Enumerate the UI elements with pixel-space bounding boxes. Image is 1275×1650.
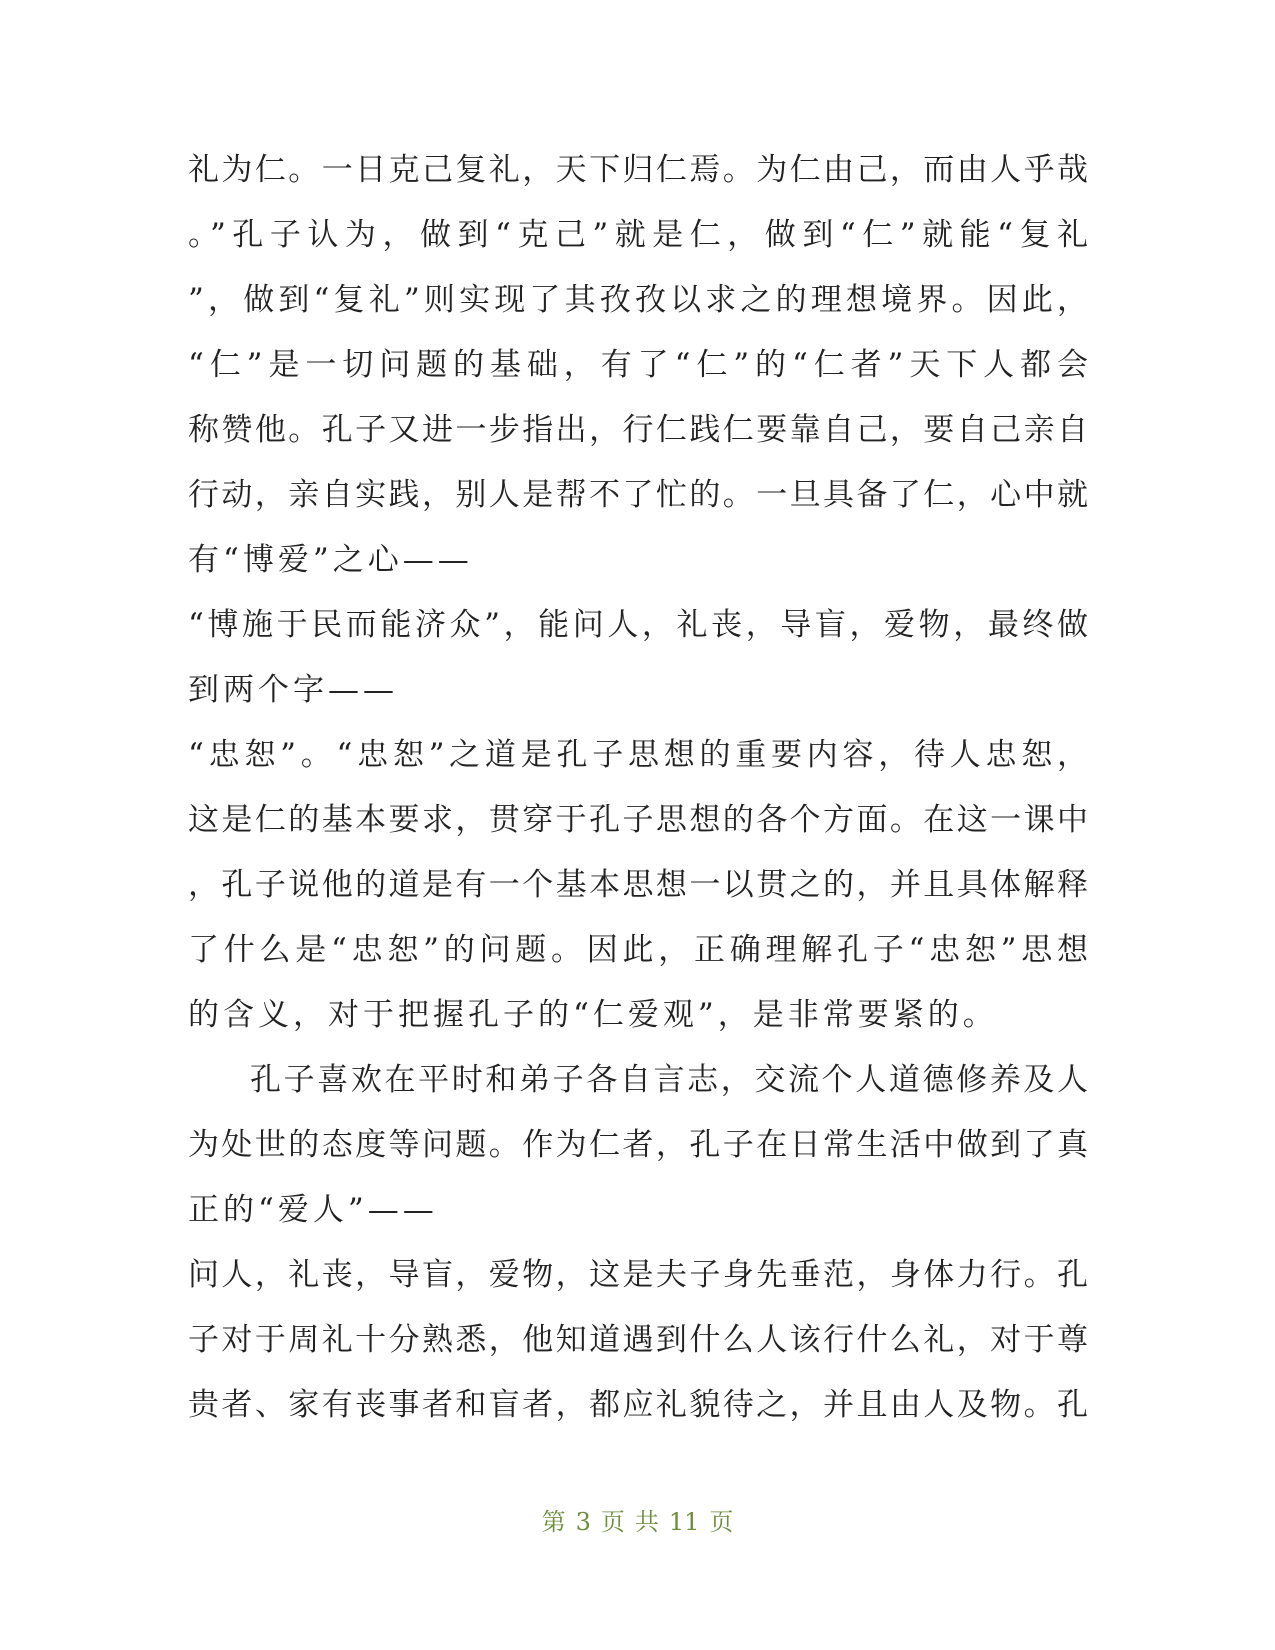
text-line: 有“博爱”之心—— [188, 542, 473, 578]
current-page-number: 3 [575, 1508, 591, 1536]
text-line: 问人，礼丧，导盲，爱物，这是夫子身先垂范，身体力行。孔 [188, 1257, 1088, 1293]
text-line: 礼为仁。一日克己复礼，天下归仁焉。为仁由己，而由人乎哉 [188, 152, 1088, 188]
text-line: 到两个字—— [188, 672, 398, 708]
text-line: ”，做到“复礼”则实现了其孜孜以求之的理想境界。因此， [188, 282, 1088, 318]
footer-prefix: 第 [541, 1508, 566, 1536]
text-line: 子对于周礼十分熟悉，他知道遇到什么人该行什么礼，对于尊 [188, 1322, 1088, 1358]
body-text [188, 138, 1088, 1438]
text-line: 行动，亲自实践，别人是帮不了忙的。一旦具备了仁，心中就 [188, 477, 1088, 513]
footer-page-label: 页 [600, 1508, 625, 1536]
text-line: “仁”是一切问题的基础，有了“仁”的“仁者”天下人都会 [188, 347, 1088, 383]
text-line: 这是仁的基本要求，贯穿于孔子思想的各个方面。在这一课中 [188, 802, 1088, 838]
text-line: “忠恕”。“忠恕”之道是孔子思想的重要内容，待人忠恕， [188, 737, 1088, 773]
text-line: ，孔子说他的道是有一个基本思想一以贯之的，并且具体解释 [188, 867, 1088, 903]
text-line: 。”孔子认为，做到“克己”就是仁，做到“仁”就能“复礼 [188, 217, 1088, 253]
text-line: 正的“爱人”—— [188, 1192, 438, 1228]
footer-suffix: 页 [709, 1508, 734, 1536]
footer-total-label: 共 [634, 1508, 659, 1536]
text-line: 为处世的态度等问题。作为仁者，孔子在日常生活中做到了真 [188, 1127, 1088, 1163]
text-line: 称赞他。孔子又进一步指出，行仁践仁要靠自己，要自己亲自 [188, 412, 1088, 448]
page-number-footer [0, 1502, 1275, 1537]
text-line: “博施于民而能济众”，能问人，礼丧，导盲，爱物，最终做 [188, 607, 1088, 643]
paragraph-first-line: 孔子喜欢在平时和弟子各自言志，交流个人道德修养及人 [250, 1062, 1088, 1098]
text-line: 的含义，对于把握孔子的“仁爱观”，是非常要紧的。 [188, 997, 998, 1033]
total-page-count: 11 [668, 1508, 700, 1536]
text-line: 贵者、家有丧事者和盲者，都应礼貌待之，并且由人及物。孔 [188, 1387, 1088, 1423]
text-line: 了什么是“忠恕”的问题。因此，正确理解孔子“忠恕”思想 [188, 932, 1088, 968]
